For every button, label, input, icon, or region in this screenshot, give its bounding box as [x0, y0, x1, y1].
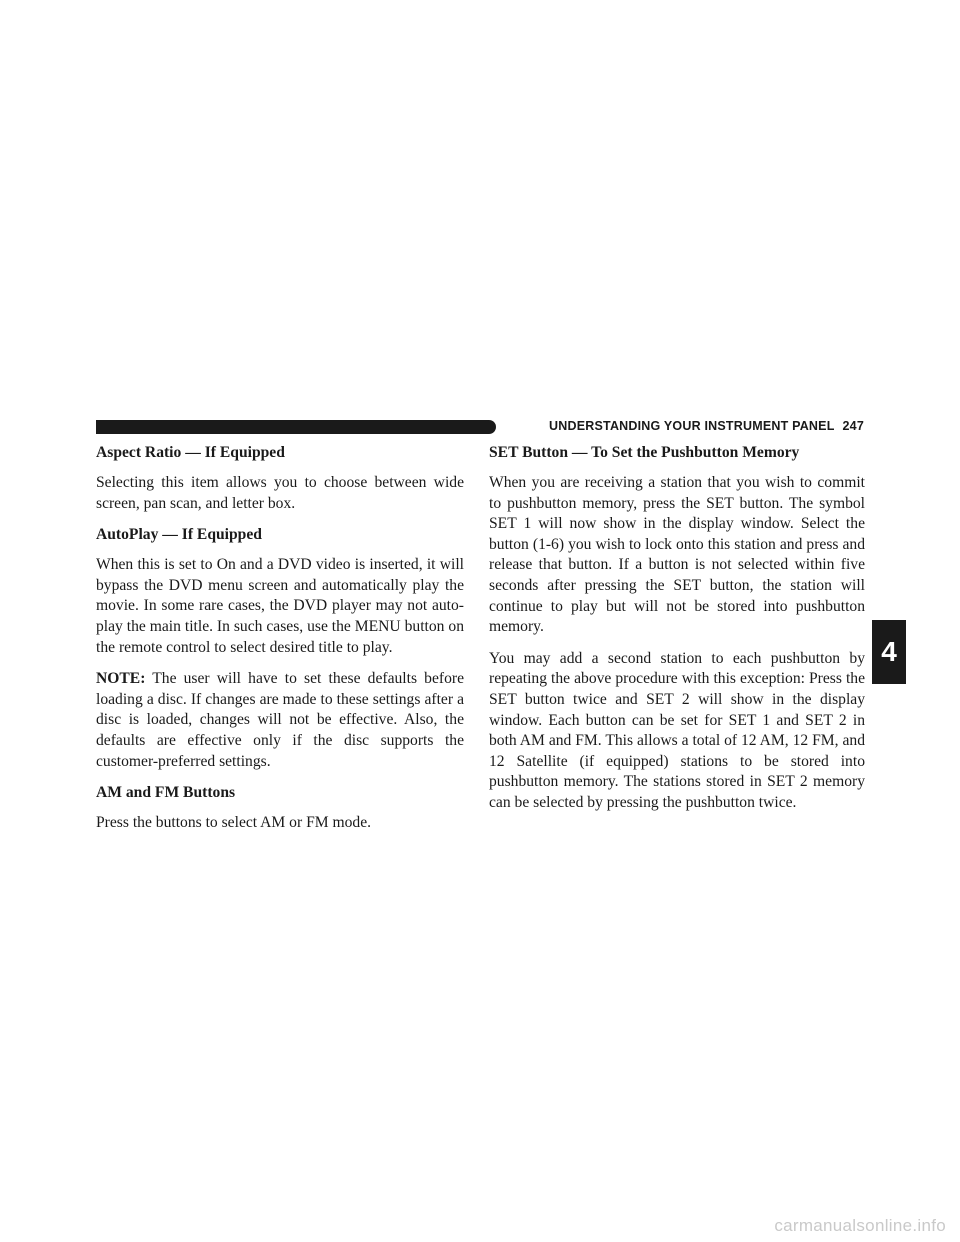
aspect-ratio-heading: Aspect Ratio — If Equipped	[96, 444, 285, 461]
note-label: NOTE:	[96, 670, 146, 688]
section-title: UNDERSTANDING YOUR INSTRUMENT PANEL	[549, 419, 835, 433]
set-button-heading: SET Button — To Set the Pushbutton Memory	[489, 444, 800, 461]
autoplay-heading: AutoPlay — If Equipped	[96, 526, 262, 544]
left-column	[96, 443, 464, 845]
set-button-text-2: You may add a second station to each pushbutton by repeating the above procedure with this exception: Press the SET button twice and SET 2 will show in the display window. Each button can be set for SET 1 and SET 2 in both AM and FM. This allows a total of 12 AM, 12 FM, and 12 Satellite (if equipped) stations to be stored into pushbutton memory. The stations stored in SET 2 memory can be selected by pressing the pushbutton twice.	[489, 649, 865, 811]
watermark-text: carmanualsonline.info	[774, 1216, 946, 1235]
chapter-number: 4	[881, 636, 897, 667]
am-fm-heading: AM and FM Buttons	[96, 784, 236, 802]
header-rule-bar	[96, 420, 496, 434]
right-column	[489, 443, 865, 825]
autoplay-text: When this is set to On and a DVD video is inserted, it will bypass the DVD menu screen and automatically play the movie. In some rare cases, the DVD player may not auto-play the main title. In such cases, use the MENU button on the remote control to select desired title to play.	[96, 556, 464, 656]
chapter-tab	[872, 620, 906, 684]
am-fm-text: Press the buttons to select AM or FM mode.	[96, 814, 372, 832]
set-button-text-1: When you are receiving a station that you wish to commit to pushbutton memory, press the SET button. The symbol SET 1 will now show in the display window. Select the button (1-6) you wish to lock onto this station and press and release that button. If a button is not selected within five seconds after pressing the SET button, the station will continue to play but will not be stored into pushbutton memory.	[489, 474, 865, 636]
note-paragraph	[96, 669, 464, 772]
aspect-ratio-text: Selecting this item allows you to choose between wide screen, pan scan, and letter box.	[96, 474, 464, 512]
note-text: The user will have to set these defaults before loading a disc. If changes are made to these settings after a disc is loaded, changes will not be effective. Also, the defaults are effective only if the disc supports the customer-preferred settings.	[96, 670, 464, 770]
page-number: 247	[842, 419, 864, 433]
running-head	[500, 419, 864, 433]
